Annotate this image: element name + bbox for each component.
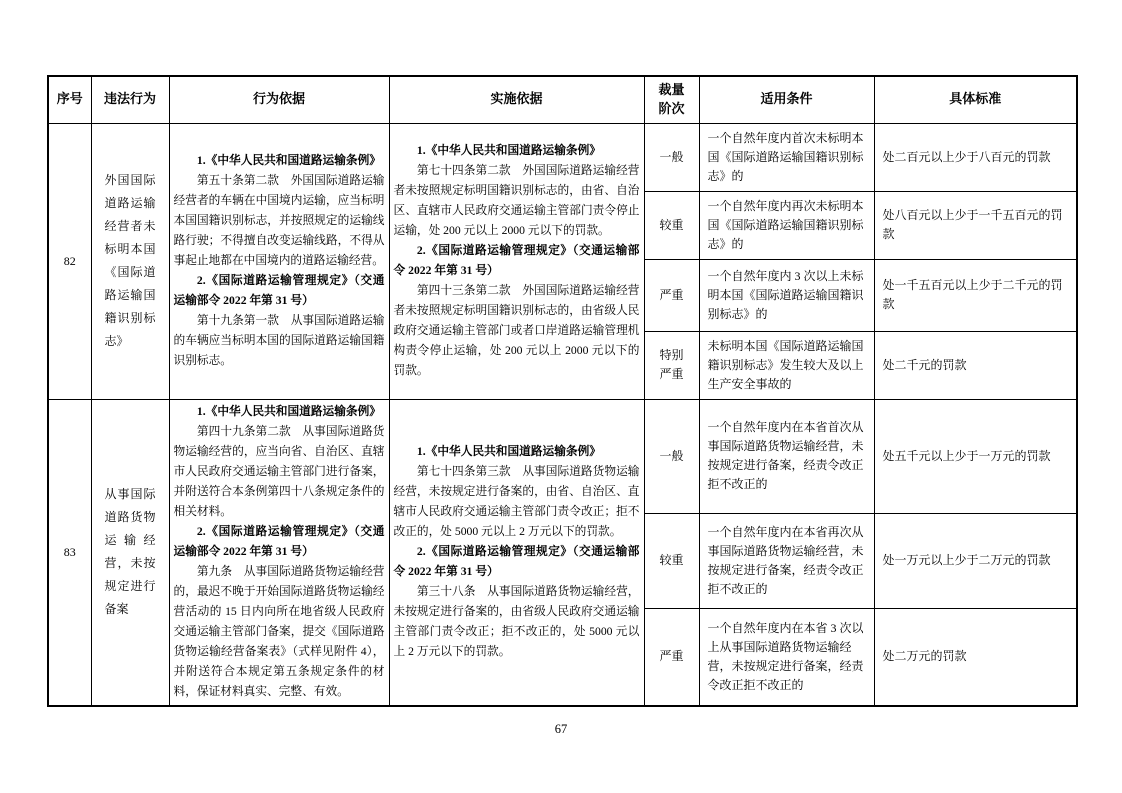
- basis-paragraph: 第四十九条第二款 从事国际道路货物运输经营的，应当向省、自治区、直辖市人民政府交通运输主管部门进行备案，并附送符合本条例第四十八条规定条件的相关材料。: [173, 425, 385, 519]
- tier-level: 一般: [644, 399, 699, 513]
- tier-level: 较重: [644, 191, 699, 259]
- tier-condition: 一个自然年度内再次未标明本国《国际道路运输国籍识别标志》的: [699, 191, 874, 259]
- tier-standard: 处二万元的罚款: [874, 608, 1077, 706]
- tier-level: 特别严重: [644, 331, 699, 399]
- basis-paragraph: 2.《国际道路运输管理规定》（交通运输部令 2022 年第 31 号）: [173, 274, 385, 307]
- basis-paragraph: 2.《国际道路运输管理规定》（交通运输部令 2022 年第 31 号）: [393, 244, 640, 277]
- tier-condition: 一个自然年度内 3 次以上未标明本国《国际道路运输国籍识别标志》的: [699, 259, 874, 331]
- behavior-basis-cell: [169, 123, 389, 399]
- column-header: 适用条件: [699, 76, 874, 123]
- tier-standard: 处二百元以上少于八百元的罚款: [874, 123, 1077, 191]
- basis-paragraph: 第七十四条第二款 外国国际道路运输经营者未按照规定标明国籍识别标志的，由省、自治区、直辖市人民政府交通运输主管部门责令停止运输，处 200 元以上 2000 元以下的罚款。: [393, 164, 640, 237]
- page-number: 67: [554, 722, 568, 736]
- basis-paragraph: 2.《国际道路运输管理规定》（交通运输部令 2022 年第 31 号）: [173, 525, 385, 559]
- tier-level: 一般: [644, 123, 699, 191]
- tier-level: 严重: [644, 259, 699, 331]
- column-header: 行为依据: [169, 76, 389, 123]
- tier-standard: 处五千元以上少于一万元的罚款: [874, 399, 1077, 513]
- basis-paragraph: 第九条 从事国际道路货物运输经营的，最迟不晚于开始国际道路货物运输经营活动的 15 日内向所在地省级人民政府交通运输主管部门备案，提交《国际道路货物运输经营备案表》（式样见附件 4），并附送符合本规定第五条规定条件的材料，保证材料真实、完整、有效。: [173, 565, 385, 699]
- violation-cell: 从事国际道路货物运输经营，未按规定进行备案: [91, 399, 169, 706]
- table-head: [48, 76, 1077, 123]
- tier-condition: 一个自然年度内在本省再次从事国际道路货物运输经营，未按规定进行备案，经责令改正拒不改正的: [699, 513, 874, 608]
- implementation-basis-cell: [389, 123, 644, 399]
- tier-standard: 处一万元以上少于二万元的罚款: [874, 513, 1077, 608]
- basis-paragraph: 第三十八条 从事国际道路货物运输经营，未按规定进行备案的，由省级人民政府交通运输主管部门责令改正；拒不改正的，处 5000 元以上 2 万元以下的罚款。: [393, 585, 640, 659]
- table-row: [48, 123, 1077, 191]
- tier-standard: 处二千元的罚款: [874, 331, 1077, 399]
- behavior-basis-cell: [169, 399, 389, 706]
- tier-condition: 一个自然年度内在本省首次从事国际道路货物运输经营，未按规定进行备案，经责令改正拒不改正的: [699, 399, 874, 513]
- column-header: 违法行为: [91, 76, 169, 123]
- column-header: 具体标准: [874, 76, 1077, 123]
- tier-level: 严重: [644, 608, 699, 706]
- basis-paragraph: 2.《国际道路运输管理规定》（交通运输部令 2022 年第 31 号）: [393, 545, 640, 579]
- basis-paragraph: 1.《中华人民共和国道路运输条例》: [416, 144, 601, 157]
- tier-level: 较重: [644, 513, 699, 608]
- tier-condition: 未标明本国《国际道路运输国籍识别标志》发生较大及以上生产安全事故的: [699, 331, 874, 399]
- column-header: 裁量阶次: [644, 76, 699, 123]
- penalty-table: [47, 75, 1078, 707]
- basis-paragraph: 第十九条第一款 从事国际道路运输的车辆应当标明本国的国际道路运输国籍识别标志。: [173, 314, 385, 367]
- tier-condition: 一个自然年度内首次未标明本国《国际道路运输国籍识别标志》的: [699, 123, 874, 191]
- basis-paragraph: 第五十条第二款 外国国际道路运输经营者的车辆在中国境内运输，应当标明本国国籍识别标志，并按照规定的运输线路行驶；不得擅自改变运输线路，不得从事起止地都在中国境内的道路运输经营。: [173, 174, 385, 267]
- implementation-basis-cell: [389, 399, 644, 706]
- row-number: 82: [48, 123, 91, 399]
- tier-standard: 处一千五百元以上少于二千元的罚款: [874, 259, 1077, 331]
- column-header: 序号: [48, 76, 91, 123]
- tier-condition: 一个自然年度内在本省 3 次以上从事国际道路货物运输经营，未按规定进行备案，经责令改正拒不改正的: [699, 608, 874, 706]
- violation-cell: 外国国际道路运输经营者未标明本国《国际道路运输国籍识别标志》: [91, 123, 169, 399]
- tier-standard: 处八百元以上少于一千五百元的罚款: [874, 191, 1077, 259]
- table-header-row: [48, 76, 1077, 123]
- basis-paragraph: 第七十四条第三款 从事国际道路货物运输经营，未按规定进行备案的，由省、自治区、直辖市人民政府交通运输主管部门责令改正；拒不改正的，处 5000 元以上 2 万元以下的罚款。: [393, 465, 640, 539]
- basis-paragraph: 1.《中华人民共和国道路运输条例》: [196, 405, 381, 419]
- basis-paragraph: 1.《中华人民共和国道路运输条例》: [196, 154, 381, 167]
- table-body: [48, 123, 1077, 706]
- basis-paragraph: 第四十三条第二款 外国国际道路运输经营者未按照规定标明国籍识别标志的，由省级人民政府交通运输主管部门或者口岸道路运输管理机构责令停止运输，处 200 元以上 2000 元以下的罚款。: [393, 284, 640, 377]
- table-row: [48, 399, 1077, 513]
- column-header: 实施依据: [389, 76, 644, 123]
- row-number: 83: [48, 399, 91, 706]
- basis-paragraph: 1.《中华人民共和国道路运输条例》: [416, 445, 601, 459]
